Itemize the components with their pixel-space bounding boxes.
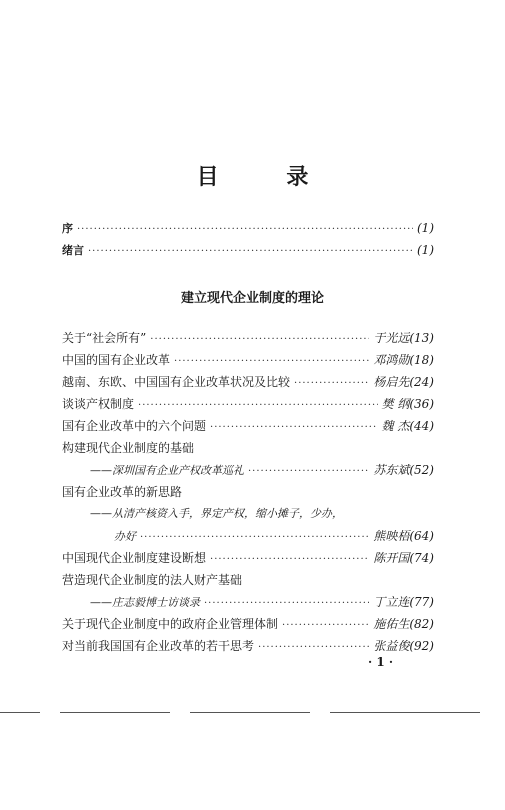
section-heading: 建立现代企业制度的理论 [180,291,324,306]
toc-entry-author-page: 魏 杰(44) [381,419,434,433]
toc-entry-title: 关于“社会所有” [62,331,147,345]
page-number: · 1 · [368,655,394,669]
toc-entry-title-line[interactable]: 构建现代企业制度的基础 [62,441,195,455]
toc-entry-title: 谈谈产权制度 [62,397,135,411]
toc-entry-author-page: 于光远(13) [373,331,434,345]
toc-entry-subtitle: 办好 [114,530,136,543]
dot-leader [88,243,413,261]
toc-entry-title: 国有企业改革中的六个问题 [62,419,207,433]
toc-entry[interactable] [62,351,434,369]
dot-leader [77,221,413,239]
scan-edge-line [330,712,480,713]
toc-entry-subtitle: ——从清产核资入手，界定产权，缩小摊子，少办， [90,507,343,520]
toc-entry-title: 中国的国有企业改革 [62,353,171,367]
toc-entry-author-page: 张益俊(92) [373,639,434,653]
toc-entry-title-line[interactable]: 营造现代企业制度的法人财产基础 [62,573,243,587]
toc-entry-title-line[interactable]: 国有企业改革的新思路 [62,485,183,499]
toc-entry[interactable] [62,329,434,347]
dot-leader [210,551,369,569]
toc-entry-author-page: 熊映梧(64) [373,529,434,543]
toc-entry-title: 越南、东欧、中国国有企业改革状况及比较 [62,375,291,389]
toc-entry-page: (1) [417,221,434,235]
toc-entry-title: 关于现代企业制度中的政府企业管理体制 [62,617,279,631]
toc-entry-title: 绪言 [62,244,84,257]
toc-entry[interactable] [114,527,434,545]
toc-entry-author-page: 杨启先(24) [373,375,434,389]
toc-entry-author-page: 施佑生(82) [373,617,434,631]
dot-leader [174,353,369,371]
dot-leader [248,463,369,481]
dot-leader [150,331,369,349]
dot-leader [294,375,369,393]
dot-leader [282,617,369,635]
scan-edge-line [0,712,40,713]
toc-entry-title: 序 [62,222,73,235]
scan-edge-line [190,712,310,713]
toc-entry[interactable] [62,549,434,567]
toc-entry-page: (1) [417,243,434,257]
toc-entry[interactable] [90,593,434,611]
toc-entry[interactable] [62,615,434,633]
toc-entry-subtitle: ——深圳国有企业产权改革巡礼 [90,464,244,477]
dot-leader [258,639,369,657]
toc-entry-subtitle: ——庄志毅博士访谈录 [90,596,200,609]
page-title: 目 录 [196,165,339,190]
toc-entry[interactable] [62,637,434,655]
scan-edge-line [60,712,170,713]
toc-entry[interactable] [62,395,434,413]
toc-entry-author-page: 陈开国(74) [373,551,434,565]
dot-leader [210,419,378,437]
toc-entry-title: 中国现代企业制度建设断想 [62,551,207,565]
toc-entry[interactable] [90,461,434,479]
toc-entry-author-page: 丁立连(77) [373,595,434,609]
dot-leader [204,595,369,613]
dot-leader [140,529,369,547]
toc-entry-preface[interactable] [62,219,434,237]
toc-entry-introduction[interactable] [62,241,434,259]
toc-entry-author-page: 樊 纲(36) [381,397,434,411]
toc-entry[interactable] [62,373,434,391]
toc-entry-author-page: 苏东斌(52) [373,463,434,477]
dot-leader [138,397,378,415]
toc-entry-author-page: 邓鸿勋(18) [373,353,434,367]
toc-entry[interactable] [62,417,434,435]
toc-entry-title: 对当前我国国有企业改革的若干思考 [62,639,255,653]
